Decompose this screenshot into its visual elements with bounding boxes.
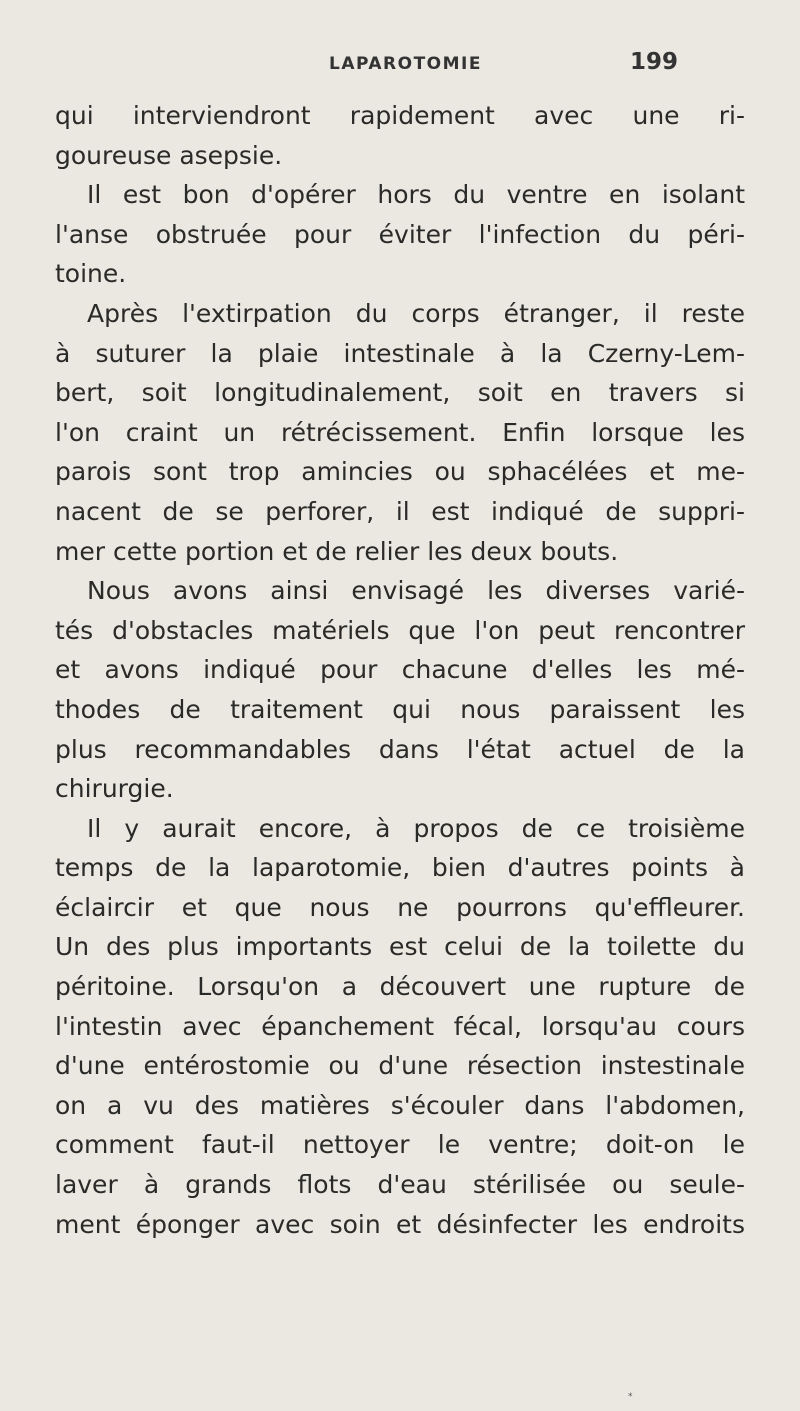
text-line: parois sont trop amincies ou sphacélées et me- (55, 457, 745, 487)
text-line: péritoine. Lorsqu'on a découvert une rupture de (55, 972, 745, 1002)
text-line: l'intestin avec épanchement fécal, lorsqu'au cours (55, 1011, 745, 1041)
text-line: Nous avons ainsi envisagé les diverses varié- (87, 576, 745, 606)
text-line: et avons indiqué pour chacune d'elles les mé- (55, 655, 745, 685)
text-line: Il est bon d'opérer hors du ventre en isolant (87, 180, 745, 210)
text-line: Un des plus importants est celui de la toilette du (55, 932, 745, 962)
text-line: ment éponger avec soin et désinfecter les endroits (55, 1209, 745, 1239)
text-line: on a vu des matières s'écouler dans l'abdomen, (55, 1090, 745, 1120)
text-line: nacent de se perforer, il est indiqué de suppri- (55, 496, 745, 526)
body-text (55, 96, 745, 1244)
text-line: Il y aurait encore, à propos de ce troisième (87, 813, 745, 843)
text-line: temps de la laparotomie, bien d'autres points à (55, 853, 745, 883)
text-line: à suturer la plaie intestinale à la Czerny-Lem- (55, 338, 745, 368)
text-line: laver à grands flots d'eau stérilisée ou seule- (55, 1170, 745, 1200)
text-line: éclaircir et que nous ne pourrons qu'effleurer. (55, 892, 745, 922)
text-line: chirurgie. (55, 774, 174, 804)
text-line: goureuse asepsie. (55, 140, 283, 170)
text-line: qui interviendront rapidement avec une ri- (55, 101, 745, 130)
page-number: 199 (630, 49, 679, 75)
text-line: thodes de traitement qui nous paraissent les (55, 694, 745, 724)
text-line: bert, soit longitudinalement, soit en travers si (55, 378, 745, 408)
running-title: LAPAROTOMIE (329, 54, 482, 74)
text-line: mer cette portion et de relier les deux bouts. (55, 536, 619, 566)
text-line: l'on craint un rétrécissement. Enfin lorsque les (55, 417, 745, 447)
text-line: Après l'extirpation du corps étranger, il reste (87, 298, 745, 328)
text-line: plus recommandables dans l'état actuel de la (55, 734, 745, 764)
text-line: d'une entérostomie ou d'une résection instestinale (55, 1051, 745, 1081)
text-line: comment faut-il nettoyer le ventre; doit-on le (55, 1130, 745, 1160)
text-line: toine. (55, 259, 127, 289)
running-head (0, 46, 800, 76)
text-line: tés d'obstacles matériels que l'on peut rencontrer (55, 615, 745, 645)
text-line: l'anse obstruée pour éviter l'infection du péri- (55, 219, 745, 249)
footer-mark: * (628, 1392, 633, 1402)
